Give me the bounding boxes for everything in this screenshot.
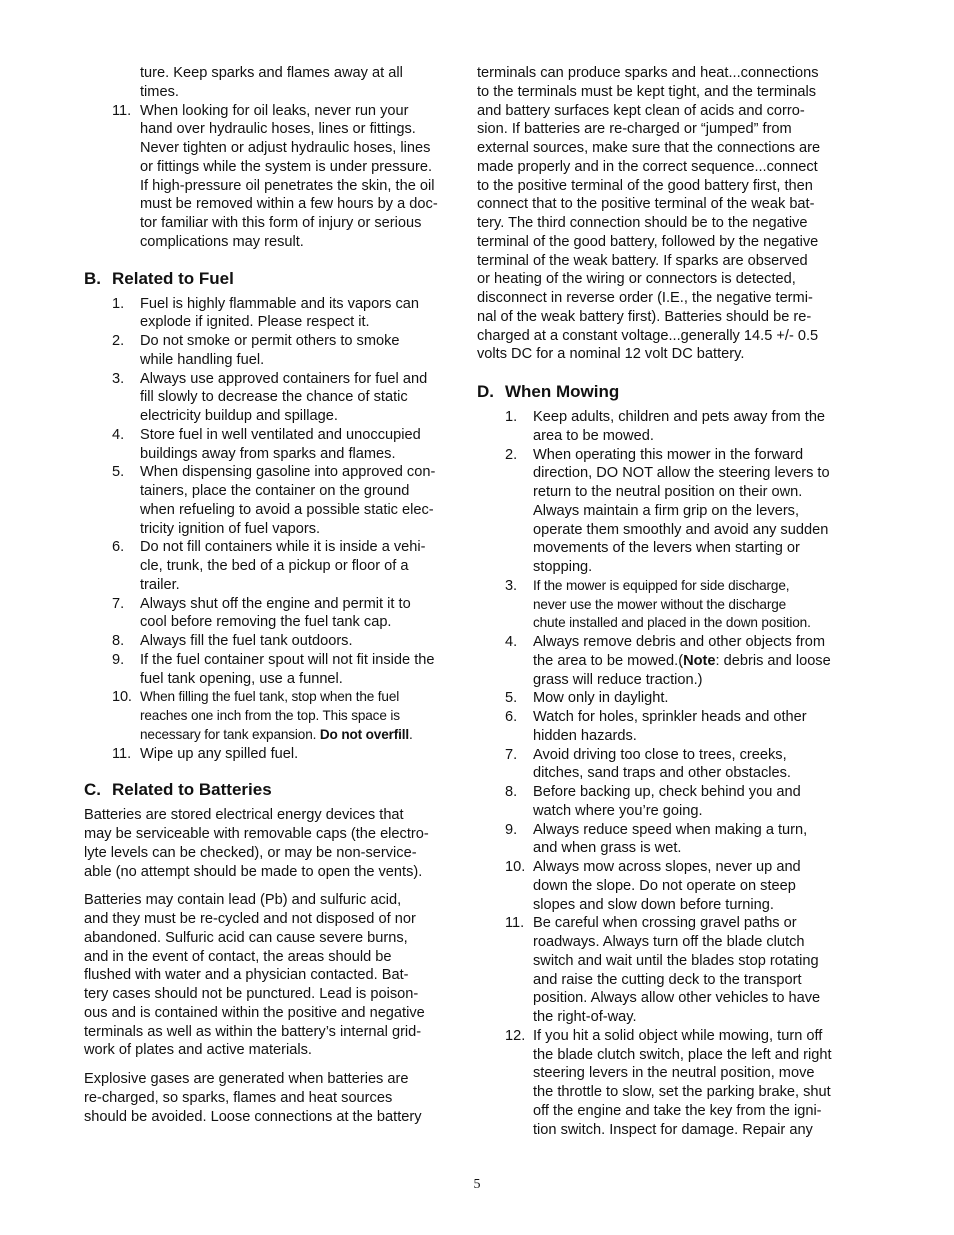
- item-number: 5.: [505, 690, 518, 707]
- item-text: Always use approved containers for fuel and fill slowly to decrease the chance of static electricity buildup and spillage.: [140, 370, 428, 424]
- list-item: [477, 1027, 843, 1140]
- list-item: [84, 538, 450, 594]
- item-text: If the fuel container spout will not fit inside the fuel tank opening, use a funnel.: [140, 651, 435, 687]
- item-number: 9.: [505, 821, 518, 838]
- list-item: [84, 332, 450, 370]
- list-item: [84, 370, 450, 426]
- item-number: 3.: [505, 577, 517, 594]
- battery-paragraphs: [84, 806, 450, 1126]
- section-heading-mowing: [477, 382, 843, 402]
- list-item: [477, 746, 843, 784]
- section-title: Related to Batteries: [112, 780, 272, 800]
- list-item: [84, 595, 450, 633]
- item-text: When filling the fuel tank, stop when the fuel reaches one inch from the top. This space is necessary for tank expansion. Do not overfill.: [140, 689, 413, 742]
- list-item: [477, 708, 843, 746]
- item-text: Do not smoke or permit others to smoke while handling fuel.: [140, 333, 400, 368]
- item-number: 4.: [505, 634, 518, 650]
- item-number: 11.: [505, 915, 525, 932]
- item-text: Always reduce speed when making a turn, and when grass is wet.: [533, 821, 808, 857]
- list-item: [84, 463, 450, 538]
- item-number: 10.: [505, 859, 526, 875]
- item-number: 2.: [112, 333, 125, 349]
- battery-paragraph-continued: terminals can produce sparks and heat...connections to the terminals must be kept tight, and the terminals and battery surfaces kept clean of acids and corro- sion. If batteries are re-charged or “jumped” from external sources, make sure that the connections are made properly and in the correct sequence...connect to the positive terminal of the good battery first, then connect that to the positive terminal of the weak bat- tery. The third connection should be to the negative terminal of the good battery, followed by the negative terminal of the weak battery. If sparks are observed or heating of the wiring or connectors is detected, disconnect in reverse order (I.E., the negative termi- nal of the weak battery first). Batteries should be re- charged at a constant voltage...generally 14.5 +/- 0.5 volts DC for a nominal 12 volt DC battery.: [477, 65, 821, 363]
- section-title: When Mowing: [505, 382, 620, 401]
- list-item: [477, 633, 843, 689]
- item-number: 2.: [505, 446, 518, 463]
- mowing-list: [477, 408, 843, 633]
- item-number: 1.: [112, 295, 125, 312]
- item-number: 7.: [505, 746, 518, 763]
- section-heading-fuel: [84, 269, 450, 289]
- continued-item-text: ture. Keep sparks and flames away at all times.: [140, 65, 403, 100]
- item-text: Always shut off the engine and permit it to cool before removing the fuel tank cap.: [140, 595, 411, 631]
- list-item: [84, 688, 450, 744]
- item-text: When looking for oil leaks, never run your hand over hydraulic hoses, lines or fittings. Never tighten or adjust hydraulic hoses, lines or fittings while the system is under pressure. If high-pressure oil penetrates the skin, the oil must be removed within a few hours by a doc- tor familiar with this form of injury or serious complications may result.: [140, 102, 438, 250]
- section-letter: C.: [84, 780, 101, 800]
- item-number: 11.: [112, 102, 132, 119]
- item-text: Be careful when crossing gravel paths or roadways. Always turn off the blade clutch switch and wait until the blades stop rotating and raise the cutting deck to the transport position. Always allow other vehicles to have the right-of-way.: [533, 915, 821, 1025]
- item-number: 6.: [505, 709, 518, 725]
- list-item: [477, 914, 843, 1027]
- section-title: Related to Fuel: [112, 268, 234, 288]
- bold-note: Note: [683, 652, 716, 669]
- left-column: [84, 64, 450, 1136]
- item-text: Watch for holes, sprinkler heads and other hidden hazards.: [533, 709, 807, 744]
- item-text: Avoid driving too close to trees, creeks, ditches, sand traps and other obstacles.: [533, 746, 791, 782]
- list-item: [477, 821, 843, 859]
- list-item: [477, 446, 843, 577]
- list-item: [84, 295, 450, 333]
- battery-paragraph: Batteries are stored electrical energy devices that may be serviceable with removable caps (the electro- lyte levels can be checked), or may be non-service- able (no attempt should be made to open the vents).: [84, 807, 429, 880]
- item-text: Always mow across slopes, never up and down the slope. Do not operate on steep slopes and slow down before turning.: [533, 859, 801, 913]
- battery-paragraph: Explosive gases are generated when batteries are re-charged, so sparks, flames and heat sources should be avoided. Loose connections at the battery: [84, 1071, 422, 1125]
- section-heading-batteries: [84, 780, 450, 800]
- item-number: 8.: [112, 633, 125, 649]
- item-number: 8.: [505, 784, 518, 800]
- list-item: [477, 408, 843, 446]
- fuel-list: [84, 295, 450, 689]
- item-text: Before backing up, check behind you and watch where you’re going.: [533, 784, 801, 819]
- item-text: Always remove debris and other objects from the area to be mowed.(Note: debris and loose grass will reduce traction.): [533, 634, 831, 688]
- list-item: [477, 577, 843, 633]
- list-item: [84, 102, 450, 252]
- mowing-list-continued: [477, 689, 843, 1139]
- item-number: 11.: [112, 745, 132, 762]
- item-number: 4.: [112, 426, 125, 443]
- bold-warning: Do not overfill: [319, 726, 410, 742]
- list-item: [84, 651, 450, 689]
- section-letter: B.: [84, 268, 101, 288]
- item-text: Do not fill containers while it is inside a vehi- cle, trunk, the bed of a pickup or floor of a trailer.: [140, 539, 426, 593]
- item-number: 7.: [112, 595, 125, 612]
- item-text: Mow only in daylight.: [533, 690, 669, 707]
- item-number: 1.: [505, 409, 518, 425]
- item-number: 12.: [505, 1027, 526, 1044]
- list-item: [477, 689, 843, 708]
- item-number: 3.: [112, 370, 125, 387]
- item-text: Keep adults, children and pets away from the area to be mowed.: [533, 409, 826, 444]
- item-number: 6.: [112, 539, 125, 556]
- page-number: 5: [473, 1177, 481, 1192]
- item-text: Store fuel in well ventilated and unoccupied buildings away from sparks and flames.: [140, 426, 421, 462]
- item-number: 10.: [112, 689, 132, 706]
- item-text: When dispensing gasoline into approved con- tainers, place the container on the ground when refueling to avoid a possible static elec- tricity ignition of fuel vapors.: [140, 464, 436, 537]
- item-text: When operating this mower in the forward direction, DO NOT allow the steering levers to return to the neutral position on their own. Always maintain a firm grip on the levers, operate them smoothly and avoid any sudden movements of the levers when starting or stopping.: [533, 446, 830, 575]
- list-item: [477, 858, 843, 914]
- item-text: If you hit a solid object while mowing, turn off the blade clutch switch, place the left and right steering levers in the neutral position, move the throttle to slow, set the parking brake, shut off the engine and take the key from the igni- tion switch. Inspect for damage. Repair any: [533, 1027, 832, 1138]
- right-column: [477, 64, 843, 1139]
- item-text: Fuel is highly flammable and its vapors can explode if ignited. Please respect it.: [140, 295, 420, 331]
- list-item: [84, 426, 450, 464]
- list-item: [84, 745, 450, 764]
- item-text: Always fill the fuel tank outdoors.: [140, 633, 353, 649]
- list-item: [477, 783, 843, 821]
- battery-paragraph: Batteries may contain lead (Pb) and sulfuric acid, and they must be re-cycled and not disposed of nor abandoned. Sulfuric acid can cause severe burns, and in the event of contact, the areas should be flushed with water and a physician contacted. Bat- tery cases should not be punctured. Lead is poison- ous and is contained within the positive and negative terminals as well as within the battery’s internal grid- work of plates and active materials.: [84, 892, 425, 1059]
- item-text: Wipe up any spilled fuel.: [140, 745, 299, 762]
- list-item: [84, 632, 450, 651]
- item-text: If the mower is equipped for side discharge, never use the mower without the discharge chute installed and placed in the down position.: [533, 577, 811, 631]
- item-number: 9.: [112, 651, 125, 668]
- item-number: 5.: [112, 464, 125, 481]
- section-letter: D.: [477, 382, 494, 401]
